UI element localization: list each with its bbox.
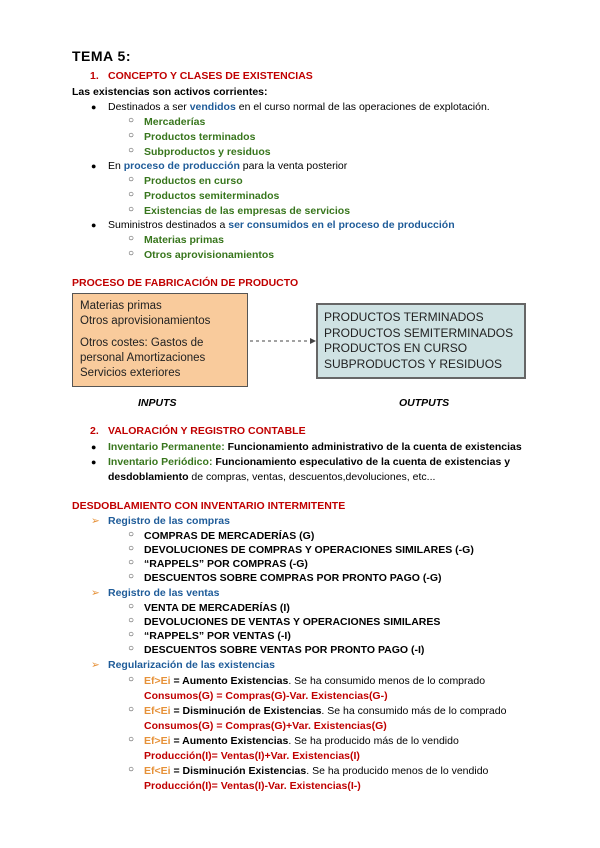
section-1-intro: Las existencias son activos corrientes: (72, 86, 268, 98)
regularizacion-item: Ef>Ei = Aumento Existencias. Se ha consumido menos de lo comprado (144, 675, 486, 687)
circle-bullet-icon: ○ (128, 248, 135, 259)
inputs-box-line: Otros aprovisionamientos (80, 315, 211, 327)
proceso-heading: PROCESO DE FABRICACIÓN DE PRODUCTO (72, 277, 299, 289)
arrow-icon (248, 336, 318, 346)
bullet-icon: ● (91, 161, 97, 171)
section-1-number: 1. (90, 70, 99, 82)
outputs-label: OUTPUTS (399, 397, 450, 409)
inventario-periodico: Inventario Periódico: Funcionamiento especulativo de la cuenta de existencias y (108, 456, 511, 468)
arrow-bullet-icon: ➢ (91, 587, 100, 599)
list-item: Subproductos y residuos (144, 146, 271, 158)
list-item: “RAPPELS” POR VENTAS (-I) (144, 630, 291, 642)
list-item: DEVOLUCIONES DE COMPRAS Y OPERACIONES SIMILARES (-G) (144, 544, 474, 556)
list-item: Productos terminados (144, 131, 256, 143)
circle-bullet-icon: ○ (128, 571, 135, 582)
section-2-heading: VALORACIÓN Y REGISTRO CONTABLE (108, 425, 306, 437)
inventario-permanente: Inventario Permanente: Funcionamiento administrativo de la cuenta de existencias (108, 441, 522, 453)
circle-bullet-icon: ○ (128, 189, 135, 200)
outputs-box-line: PRODUCTOS EN CURSO (324, 341, 468, 355)
circle-bullet-icon: ○ (128, 764, 135, 775)
list-item: DEVOLUCIONES DE VENTAS Y OPERACIONES SIMILARES (144, 616, 441, 628)
bullet-icon: ● (91, 220, 97, 230)
formula: Consumos(G) = Compras(G)-Var. Existencias(G-) (144, 690, 388, 702)
regularizacion-item: Ef>Ei = Aumento Existencias. Se ha producido más de lo vendido (144, 735, 459, 747)
circle-bullet-icon: ○ (128, 233, 135, 244)
list-item: Materias primas (144, 234, 224, 246)
bullet-icon: ● (91, 102, 97, 112)
circle-bullet-icon: ○ (128, 704, 135, 715)
circle-bullet-icon: ○ (128, 145, 135, 156)
page-title: TEMA 5: (72, 48, 131, 64)
list-item: “RAPPELS” POR COMPRAS (-G) (144, 558, 308, 570)
inputs-box-line: personal Amortizaciones (80, 352, 206, 364)
bullet-icon: ● (91, 457, 97, 467)
outputs-box (316, 303, 526, 379)
section-1-heading: CONCEPTO Y CLASES DE EXISTENCIAS (108, 70, 313, 82)
circle-bullet-icon: ○ (128, 674, 135, 685)
bullet-suministros: Suministros destinados a ser consumidos en el proceso de producción (108, 219, 455, 231)
inputs-box-line: Servicios exteriores (80, 367, 181, 379)
circle-bullet-icon: ○ (128, 115, 135, 126)
bullet-vendidos: Destinados a ser vendidos en el curso normal de las operaciones de explotación. (108, 101, 490, 113)
section-2-number: 2. (90, 425, 99, 437)
inputs-label: INPUTS (138, 397, 177, 409)
circle-bullet-icon: ○ (128, 643, 135, 654)
inputs-box (72, 293, 248, 387)
list-item: DESCUENTOS SOBRE COMPRAS POR PRONTO PAGO (-G) (144, 572, 442, 584)
bullet-icon: ● (91, 442, 97, 452)
formula: Producción(I)= Ventas(I)+Var. Existencias(I) (144, 750, 360, 762)
bullet-produccion: En proceso de producción para la venta posterior (108, 160, 348, 172)
registro-ventas-label: Registro de las ventas (108, 587, 220, 599)
outputs-box-line: SUBPRODUCTOS Y RESIDUOS (324, 356, 503, 371)
list-item: Productos en curso (144, 175, 243, 187)
circle-bullet-icon: ○ (128, 557, 135, 568)
arrow-bullet-icon: ➢ (91, 659, 100, 671)
regularizacion-item: Ef<Ei = Disminución Existencias. Se ha producido menos de lo vendido (144, 765, 489, 777)
inputs-box-line: Otros costes: Gastos de (80, 337, 204, 349)
circle-bullet-icon: ○ (128, 543, 135, 554)
outputs-box-line: PRODUCTOS SEMITERMINADOS (324, 325, 514, 340)
circle-bullet-icon: ○ (128, 529, 135, 540)
list-item: DESCUENTOS SOBRE VENTAS POR PRONTO PAGO (-I) (144, 644, 425, 656)
list-item: Mercaderías (144, 116, 206, 128)
circle-bullet-icon: ○ (128, 204, 135, 215)
registro-compras-label: Registro de las compras (108, 515, 230, 527)
inventario-periodico-line2: desdoblamiento de compras, ventas, descuentos,devoluciones, etc... (108, 471, 436, 483)
circle-bullet-icon: ○ (128, 174, 135, 185)
desdoblamiento-heading: DESDOBLAMIENTO CON INVENTARIO INTERMITENTE (72, 500, 346, 512)
list-item: Existencias de las empresas de servicios (144, 205, 351, 217)
inputs-box-line: Materias primas (80, 300, 162, 312)
regularizacion-item: Ef<Ei = Disminución de Existencias. Se ha consumido más de lo comprado (144, 705, 507, 717)
circle-bullet-icon: ○ (128, 629, 135, 640)
formula: Producción(I)= Ventas(I)-Var. Existencias(I-) (144, 780, 361, 792)
circle-bullet-icon: ○ (128, 734, 135, 745)
circle-bullet-icon: ○ (128, 130, 135, 141)
list-item: Productos semiterminados (144, 190, 280, 202)
list-item: COMPRAS DE MERCADERÍAS (G) (144, 530, 315, 542)
list-item: VENTA DE MERCADERÍAS (I) (144, 602, 290, 614)
regularizacion-label: Regularización de las existencias (108, 659, 275, 671)
list-item: Otros aprovisionamientos (144, 249, 275, 261)
outputs-box-line: PRODUCTOS TERMINADOS (324, 310, 484, 324)
circle-bullet-icon: ○ (128, 601, 135, 612)
circle-bullet-icon: ○ (128, 615, 135, 626)
arrow-bullet-icon: ➢ (91, 515, 100, 527)
formula: Consumos(G) = Compras(G)+Var. Existencias(G) (144, 720, 387, 732)
